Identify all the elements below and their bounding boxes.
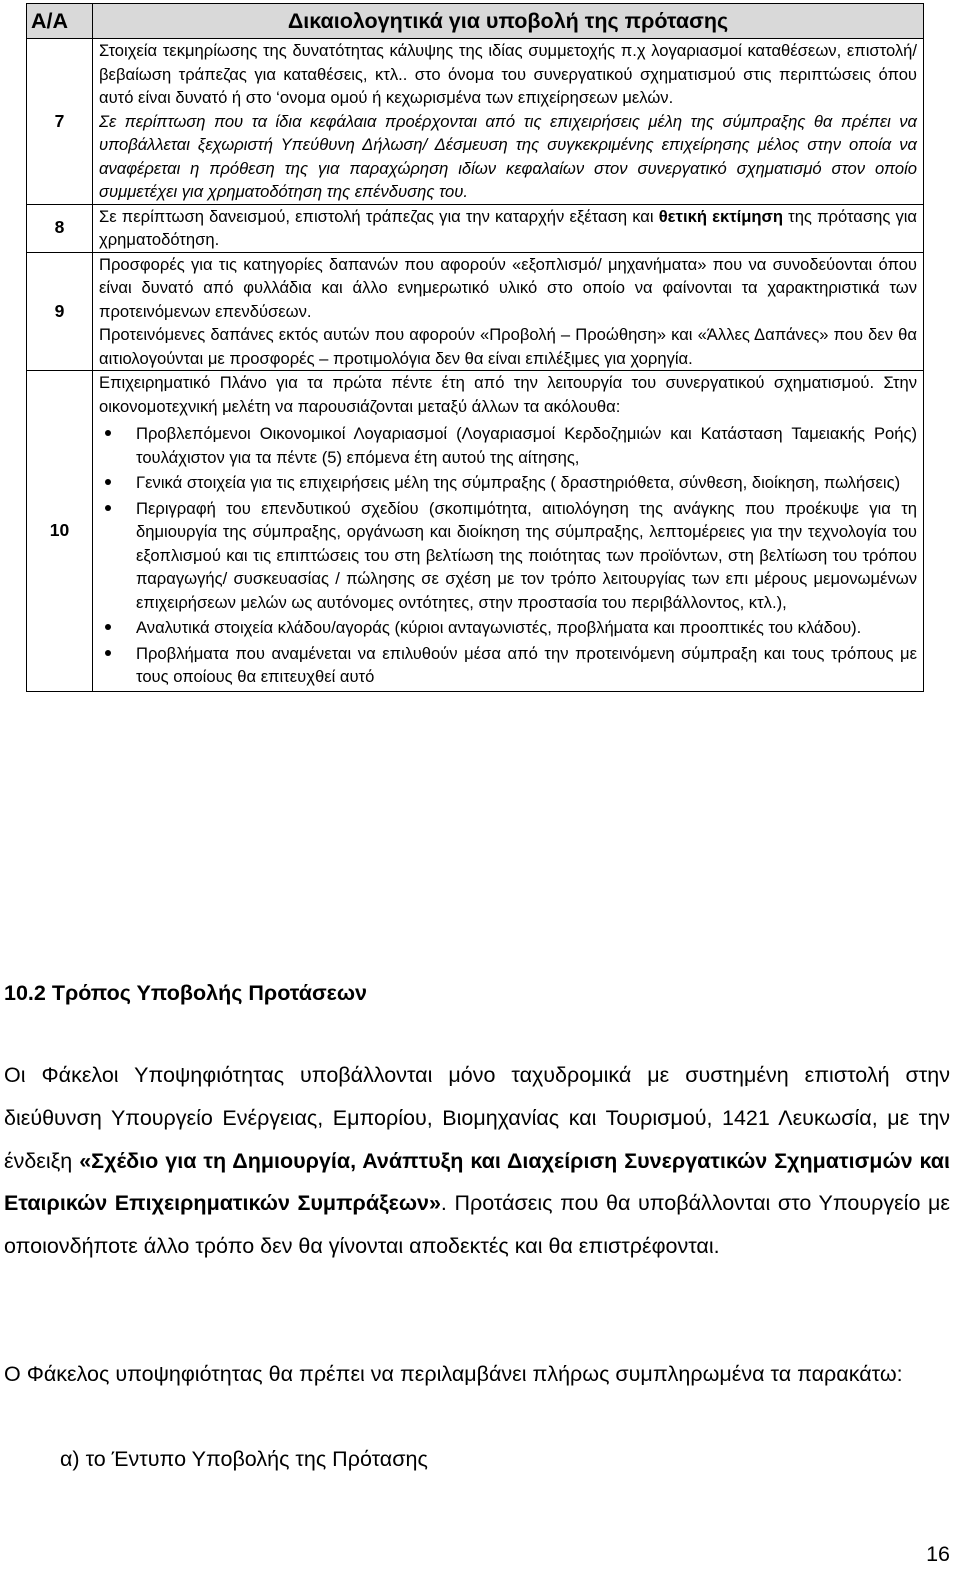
row-number: 9 xyxy=(27,252,93,371)
list-item-text: Προβλεπόμενοι Οικονομικοί Λογαριασμοί (Λογαριασμοί Κερδοζημιών και Κατάσταση Ταμειακής Ροής) τουλάχιστον για τα πέντε (5) επόμενα έτη αυτού της αίτησης, xyxy=(136,424,917,467)
row-9-paragraph-1: Προσφορές για τις κατηγορίες δαπανών που αφορούν «εξοπλισμό/ μηχανήματα» που να συνοδεύονται όπου είναι δυνατό από φυλλάδια και άλλο ενημερωτικό υλικό στο οποίο να φαίνονται τα χαρακτηριστικά των προτεινόμενων επενδύσεων. xyxy=(99,254,917,321)
table-row-10 xyxy=(27,371,924,692)
bullet-icon xyxy=(105,479,111,485)
list-item xyxy=(99,422,917,469)
row-number: 10 xyxy=(27,371,93,692)
scheme-title: «Σχέδιο για τη Δημιουργία, Ανάπτυξη και Διαχείριση Συνεργατικών Σχηματισμών και Εταιρικών Επιχειρηματικών Συμπράξεων» xyxy=(4,1148,950,1216)
row-8-text-2: της πρότασης για χρηματοδότηση. xyxy=(99,206,918,249)
list-item-text: Γενικά στοιχεία για τις επιχειρήσεις μέλη της σύμπραξης ( δραστηριόθετα, σύνθεση, διοίκηση, πωλήσεις) xyxy=(136,473,901,492)
table-header-row xyxy=(27,4,924,39)
row-8-content xyxy=(93,204,924,252)
requirements-table xyxy=(26,3,924,692)
table-row-9 xyxy=(27,252,924,371)
bullet-icon xyxy=(105,624,111,630)
header-title: Δικαιολογητικά για υποβολή της πρότασης xyxy=(93,4,924,39)
page-number: 16 xyxy=(926,1542,950,1566)
list-item-text: Αναλυτικά στοιχεία κλάδου/αγοράς (κύριοι ανταγωνιστές, προβλήματα και προοπτικές του κλάδου). xyxy=(136,618,862,637)
list-item xyxy=(99,642,917,689)
row-number: 8 xyxy=(27,204,93,252)
row-10-content xyxy=(93,371,924,692)
row-7-content xyxy=(93,39,924,205)
business-plan-list xyxy=(99,422,917,689)
header-aa: Α/Α xyxy=(27,4,93,39)
submission-text-2: . Προτάσεις που θα υποβάλλονται στο Υπουργείο με οποιονδήποτε άλλο τρόπο δεν θα γίνονται αποδεκτές και θα επιστρέφονται. xyxy=(4,1191,950,1259)
list-item-a: α) το Έντυπο Υποβολής της Πρότασης xyxy=(60,1447,428,1471)
submission-text-1: Οι Φάκελοι Υποψηφιότητας υποβάλλονται μόνο ταχυδρομικά με συστημένη επιστολή στην διεύθυνση Υπουργείο Ενέργειας, Εμπορίου, Βιομηχανίας και Τουρισμού, 1421 Λευκωσία, με την ένδειξη xyxy=(4,1063,950,1173)
bullet-icon xyxy=(105,650,111,656)
table-row-7 xyxy=(27,39,924,205)
list-item xyxy=(99,616,917,640)
folder-paragraph: Ο Φάκελος υποψηφιότητας θα πρέπει να περιλαμβάνει πλήρως συμπληρωμένα τα παρακάτω: xyxy=(4,1362,903,1386)
row-9-content xyxy=(93,252,924,371)
row-9-paragraph-2: Προτεινόμενες δαπάνες εκτός αυτών που αφορούν «Προβολή – Προώθηση» και «Άλλες Δαπάνες» που δεν θα αιτιολογούνται με προσφορές – προτιμολόγια δεν θα είναι επιλέξιμες για χορηγία. xyxy=(99,325,917,368)
row-7-paragraph-2: Σε περίπτωση που τα ίδια κεφάλαια προέρχονται από τις επιχειρήσεις μέλη της σύμπραξης θα πρέπει να υποβάλλεται ξεχωριστή Υπεύθυνη Δήλωση/ Δέσμευση της συγκεκριμένης επιχείρησης μέλος στην οποία να αναφέρεται η πρόθεση της για παραχώρηση ιδίων κεφαλαίων στον συνεργατικό σχηματισμό στον οποίο συμμετέχει για χρηματοδότηση της επένδυσης του. xyxy=(99,111,917,201)
row-8-text-1: Σε περίπτωση δανεισμού, επιστολή τράπεζας για την καταρχήν εξέταση και xyxy=(99,206,659,226)
table-row-8 xyxy=(27,204,924,252)
row-8-bold-text: θετική εκτίμηση xyxy=(658,206,784,226)
list-item xyxy=(99,497,917,615)
section-title: 10.2 Τρόπος Υποβολής Προτάσεων xyxy=(4,981,367,1005)
list-item xyxy=(99,471,917,495)
list-item-text: Προβλήματα που αναμένεται να επιλυθούν μέσα από την προτεινόμενη σύμπραξη και τους τρόπους με τους οποίους θα επιτευχθεί αυτό xyxy=(136,643,917,686)
bullet-icon xyxy=(105,430,111,436)
list-item-text: Περιγραφή του επενδυτικού σχεδίου (σκοπιμότητα, αιτιολόγηση της ανάγκης που προέκυψε για τη δημιουργία της σύμπραξης, οργάνωση και διοίκηση της σύμπραξης, λεπτομέρειες για την τεχνολογία του εξοπλισμού και τις επιπτώσεις του στη βελτίωση της ποιότητας των προϊόντων, στη βελτίωση του τρόπου παραγωγής/ συσκευασίας / πώλησης σε σχέση με τον τρόπο λειτουργίας των επι μέρους μεμονωμένων επιχειρήσεων μελών ως αυτόνομες οντότητες, στην προστασία του περιβάλλοντος, κτλ.), xyxy=(136,498,917,612)
row-7-paragraph-1: Στοιχεία τεκμηρίωσης της δυνατότητας κάλυψης της ιδίας συμμετοχής π.χ λογαριασμοί καταθέσεων, επιστολή/ βεβαίωση τράπεζας για καταθέσεις, κτλ.. στο όνομα του συνεργατικού σχηματισμού στις περιπτώσεις όπου αυτό είναι δυνατό ή στο ‘ονομα ομού ή κεχωρισμένα των επιχείρησεων μελών. xyxy=(99,41,917,107)
row-8-paragraph xyxy=(99,205,917,252)
row-number: 7 xyxy=(27,39,93,205)
submission-paragraph xyxy=(4,1054,950,1268)
bullet-icon xyxy=(105,505,111,511)
row-10-intro: Επιχειρηματικό Πλάνο για τα πρώτα πέντε έτη από την λειτουργία του συνεργατικού σχηματισμού. Στην οικονομοτεχνική μελέτη να παρουσιάζονται μεταξύ άλλων τα ακόλουθα: xyxy=(99,373,917,416)
